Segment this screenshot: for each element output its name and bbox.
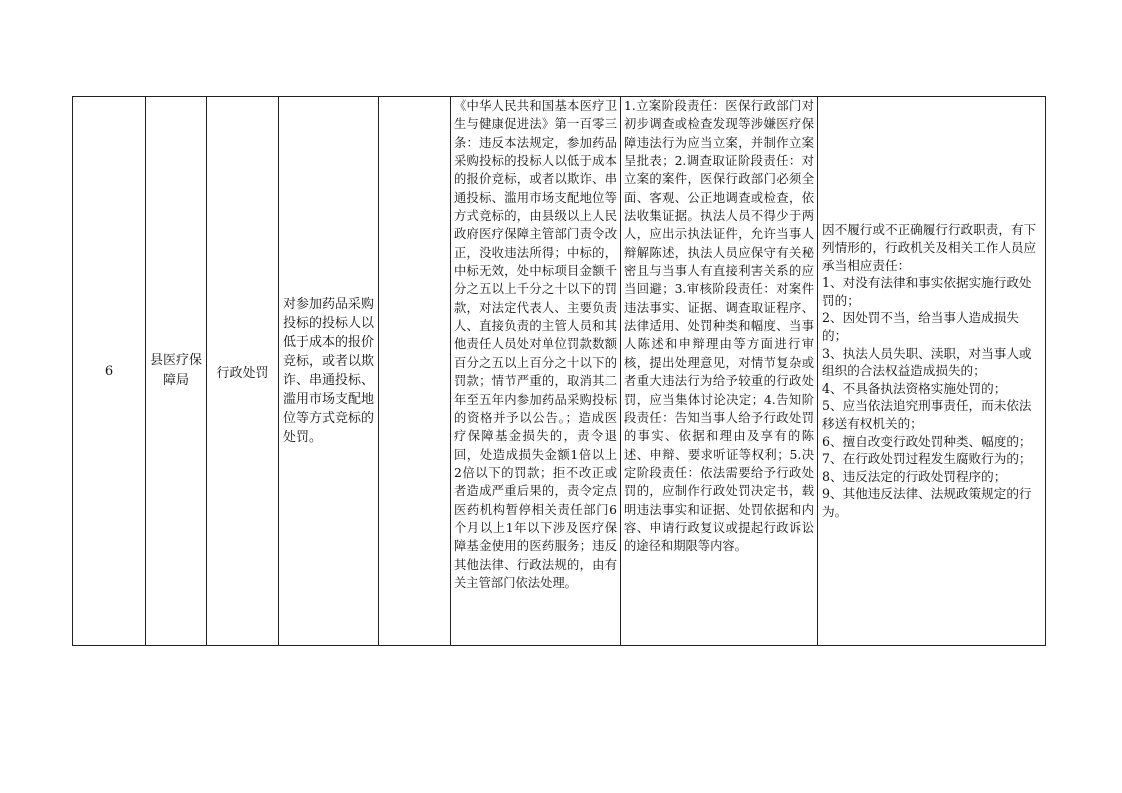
accountability-cell xyxy=(818,97,1046,646)
accountability-item: 6、擅自改变行政处罚种类、幅度的； xyxy=(822,433,1032,449)
accountability-item: 5、应当依法追究刑事责任，而未依法移送有权机关的； xyxy=(822,398,1032,431)
item-name: 对参加药品采购投标的投标人以低于成本的报价竞标，或者以欺诈、串通投标、滥用市场支配地位等方式竞标的处罚。 xyxy=(283,297,375,445)
department-cell xyxy=(146,97,207,646)
item-name-cell xyxy=(279,97,379,646)
power-type: 行政处罚 xyxy=(216,365,269,381)
empty-cell xyxy=(379,97,451,646)
responsibility-cell xyxy=(621,97,818,646)
table-row xyxy=(73,97,1046,646)
accountability-item: 9、其他违反法律、法规政策规定的行为。 xyxy=(822,486,1032,519)
accountability-intro: 因不履行或不正确履行行政职责，有下列情形的，行政机关及相关工作人员应承当相应责任： xyxy=(822,222,1037,273)
row-number: 6 xyxy=(104,363,114,379)
responsibility-text: 1.立案阶段责任：医保行政部门对初步调查或检查发现等涉嫌医疗保障违法行为应当立案，并制作立案呈批表；2.调查取证阶段责任：对立案的案件，医保行政部门必须全面、客观、公正地调查或检查，依法收集证据。执法人员不得少于两人，应出示执法证件，允许当事人辩解陈述，执法人员应保守有关秘密且与当事人有直接利害关系的应当回避；3.审核阶段责任：对案件违法事实、证据、调查取证程序、法律适用、处罚种类和幅度、当事人陈述和申辩理由等方面进行审核，提出处理意见，对情节复杂或者重大违法行为给予较重的行政处罚，应当集体讨论决定；4.告知阶段责任：告知当事人给予行政处罚的事实、依据和理由及享有的陈述、申辩、要求听证等权利；5.决定阶段责任：依法需要给予行政处罚的，应制作行政处罚决定书，载明违法事实和证据、处罚依据和内容、申请行政复议或提起行政诉讼的途径和期限等内容。 xyxy=(624,99,814,554)
power-type-cell xyxy=(207,97,279,646)
accountability-item: 7、在行政处罚过程发生腐败行为的； xyxy=(822,451,1032,467)
department-name: 县医疗保障局 xyxy=(150,353,203,388)
accountability-item: 4、不具备执法资格实施处罚的； xyxy=(822,380,1007,396)
legal-basis-text: 《中华人民共和国基本医疗卫生与健康促进法》第一百零三条：违反本法规定，参加药品采购投标的投标人以低于成本的报价竞标，或者以欺诈、串通投标、滥用市场支配地位等方式竞标的，由县级以上人民政府医疗保障主管部门责令改正，没收违法所得；中标的，中标无效，处中标项目金额千分之五以上千分之十以下的罚款，对法定代表人、主要负责人、直接负责的主管人员和其他责任人员处对单位罚款数额百分之五以上百分之十以下的罚款；情节严重的，取消其二年至五年内参加药品采购投标的资格并予以公告。；造成医疗保障基金损失的，责令退回，处造成损失金额1倍以上2倍以下的罚款；拒不改正或者造成严重后果的，责令定点医药机构暂停相关责任部门6个月以上1年以下涉及医疗保障基金使用的医药服务；违反其他法律、行政法规的，由有关主管部门依法处理。 xyxy=(454,99,617,590)
legal-basis-cell xyxy=(451,97,621,646)
accountability-item: 2、因处罚不当，给当事人造成损失的； xyxy=(822,310,1019,344)
power-list-table xyxy=(72,96,1046,646)
accountability-item: 8、违反法定的行政处罚程序的； xyxy=(822,468,1007,484)
row-number-cell xyxy=(73,97,146,646)
accountability-item: 1、对没有法律和事实依据实施行政处罚的； xyxy=(822,275,1032,308)
accountability-item: 3、执法人员失职、渎职，对当事人或组织的合法权益造成损失的； xyxy=(822,345,1032,379)
